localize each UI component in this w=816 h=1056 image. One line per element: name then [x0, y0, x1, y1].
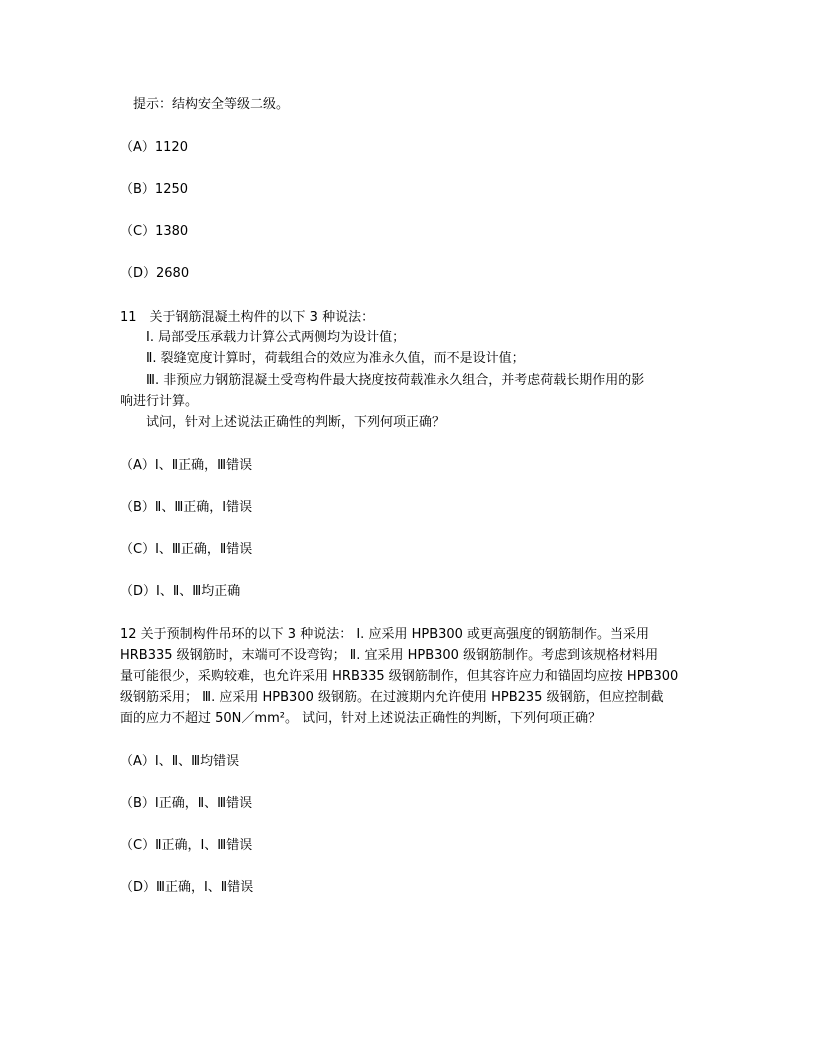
q12-line-4: 级钢筋采用； Ⅲ. 应采用 HPB300 级钢筋。在过渡期内允许使用 HPB235 级钢筋，但应控制截 — [120, 690, 664, 705]
q12-line-2: HRB335 级钢筋时，末端可不设弯钩； Ⅱ. 宜采用 HPB300 级钢筋制作。考虑到该规格材料用 — [120, 648, 659, 663]
q10-option-b: （B）1250 — [120, 182, 189, 197]
q10-hint: 提示：结构安全等级二级。 — [133, 97, 290, 112]
q11-question: 试问，针对上述说法正确性的判断，下列何项正确？ — [146, 415, 446, 430]
q12-line-5: 面的应力不超过 50N／mm²。 试问，针对上述说法正确性的判断，下列何项正确？ — [120, 711, 602, 726]
q11-statement-2: Ⅱ. 裂缝宽度计算时，荷载组合的效应为准永久值，而不是设计值； — [146, 351, 525, 366]
q11-option-a: （A）Ⅰ、Ⅱ正确，Ⅲ错误 — [120, 458, 253, 473]
q12-option-d: （D）Ⅲ正确，Ⅰ、Ⅱ错误 — [120, 880, 254, 895]
q11-statement-1: Ⅰ. 局部受压承载力计算公式两侧均为设计值； — [146, 330, 406, 345]
q10-option-d: （D）2680 — [120, 266, 190, 281]
q11-statement-3-cont: 响进行计算。 — [120, 394, 199, 409]
q11-option-b: （B）Ⅱ、Ⅲ正确，Ⅰ错误 — [120, 500, 253, 515]
q11-option-d: （D）Ⅰ、Ⅱ、Ⅲ均正确 — [120, 584, 241, 599]
q11-option-c: （C）Ⅰ、Ⅲ正确，Ⅱ错误 — [120, 542, 253, 557]
q10-option-a: （A）1120 — [120, 140, 188, 155]
q12-option-a: （A）Ⅰ、Ⅱ、Ⅲ均错误 — [120, 754, 240, 769]
q11-statement-3: Ⅲ. 非预应力钢筋混凝土受弯构件最大挠度按荷载准永久组合，并考虑荷载长期作用的影 — [146, 373, 645, 388]
q12-option-c: （C）Ⅱ正确，Ⅰ、Ⅲ错误 — [120, 838, 253, 853]
q10-option-c: （C）1380 — [120, 224, 189, 239]
q11-stem: 11 关于钢筋混凝土构件的以下 3 种说法： — [120, 310, 375, 325]
q12-option-b: （B）Ⅰ正确，Ⅱ、Ⅲ错误 — [120, 796, 253, 811]
q12-line-3: 量可能很少，采购较难，也允许采用 HRB335 级钢筋制作，但其容许应力和锚固均应按 HPB300 — [120, 669, 679, 684]
q12-line-1: 12 关于预制构件吊环的以下 3 种说法： Ⅰ. 应采用 HPB300 或更高强度的钢筋制作。当采用 — [120, 627, 650, 642]
